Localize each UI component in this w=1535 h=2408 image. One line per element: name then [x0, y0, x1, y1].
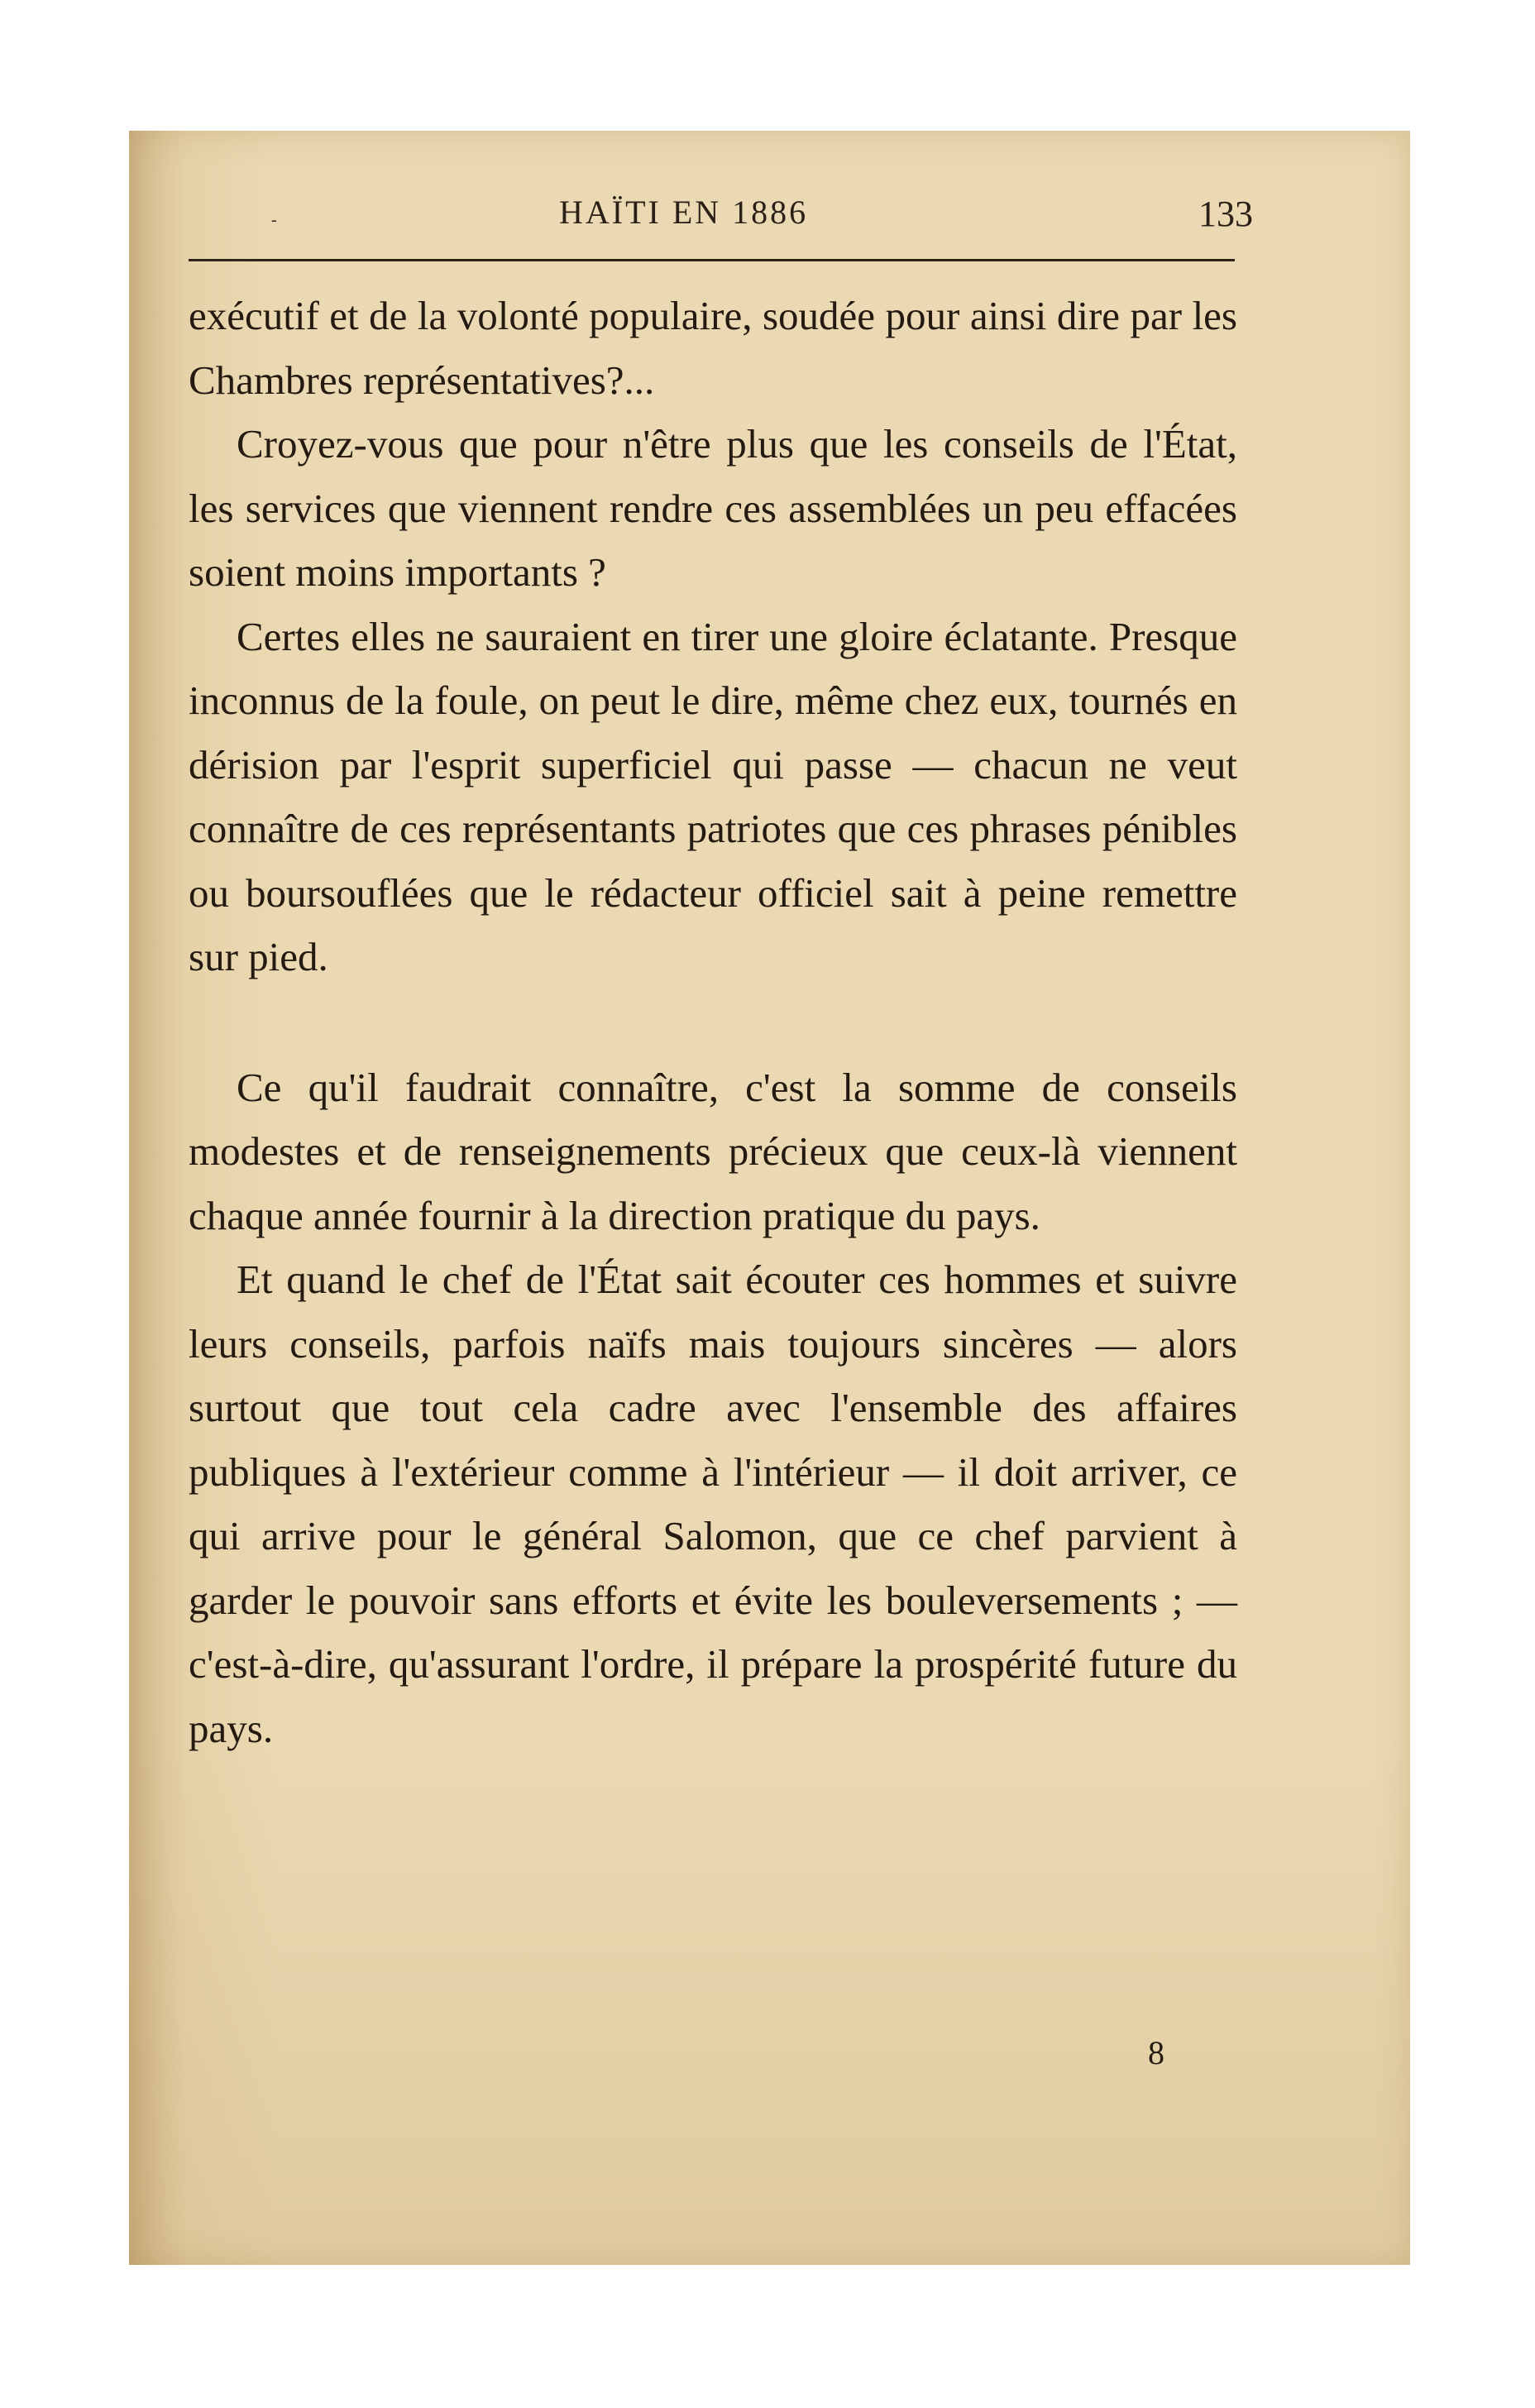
paragraph: exécutif et de la volonté populaire, soudée pour ainsi dire par les Chambres représentatives?... [189, 293, 1237, 403]
paragraph: Et quand le chef de l'État sait écouter ces hommes et suivre leurs conseils, parfois naïfs mais toujours sincères — alors surtout que tout cela cadre avec l'ensemble des affaires publiques à l'extérieur comme à l'intérieur — il doit arriver, ce qui arrive pour le général Salomon, que ce chef parvient à garder le pouvoir sans efforts et évite les bouleversements ; — c'est-à-dire, qu'assurant l'ordre, il prépare la prospérité future du pays. [189, 1257, 1237, 1751]
section-break [189, 989, 1237, 1056]
running-title: HAÏTI EN 1886 [559, 194, 809, 231]
paragraph: Croyez-vous que pour n'être plus que les conseils de l'État, les services que viennent rendre ces assemblées un peu effacées soient moins importants ? [189, 421, 1237, 595]
paragraph: Certes elles ne sauraient en tirer une gloire éclatante. Presque inconnus de la foule, on peut le dire, même chez eux, tournés en dérision par l'esprit superficiel qui passe — chacun ne veut connaître de ces représentants patriotes que ces phrases pénibles ou boursouflées que le rédacteur officiel sait à peine remettre sur pied. [189, 613, 1237, 979]
header-tick-mark: - [271, 211, 277, 229]
paragraph: Ce qu'il faudrait connaître, c'est la somme de conseils modestes et de renseignements précieux que ceux-là viennent chaque année fournir à la direction pratique du pays. [189, 1064, 1237, 1238]
page-header [129, 193, 1410, 242]
book-page [129, 131, 1410, 2265]
signature-mark: 8 [1148, 2034, 1164, 2071]
page-number: 133 [1198, 194, 1253, 234]
body-text [189, 284, 1237, 1760]
header-rule [189, 259, 1235, 261]
